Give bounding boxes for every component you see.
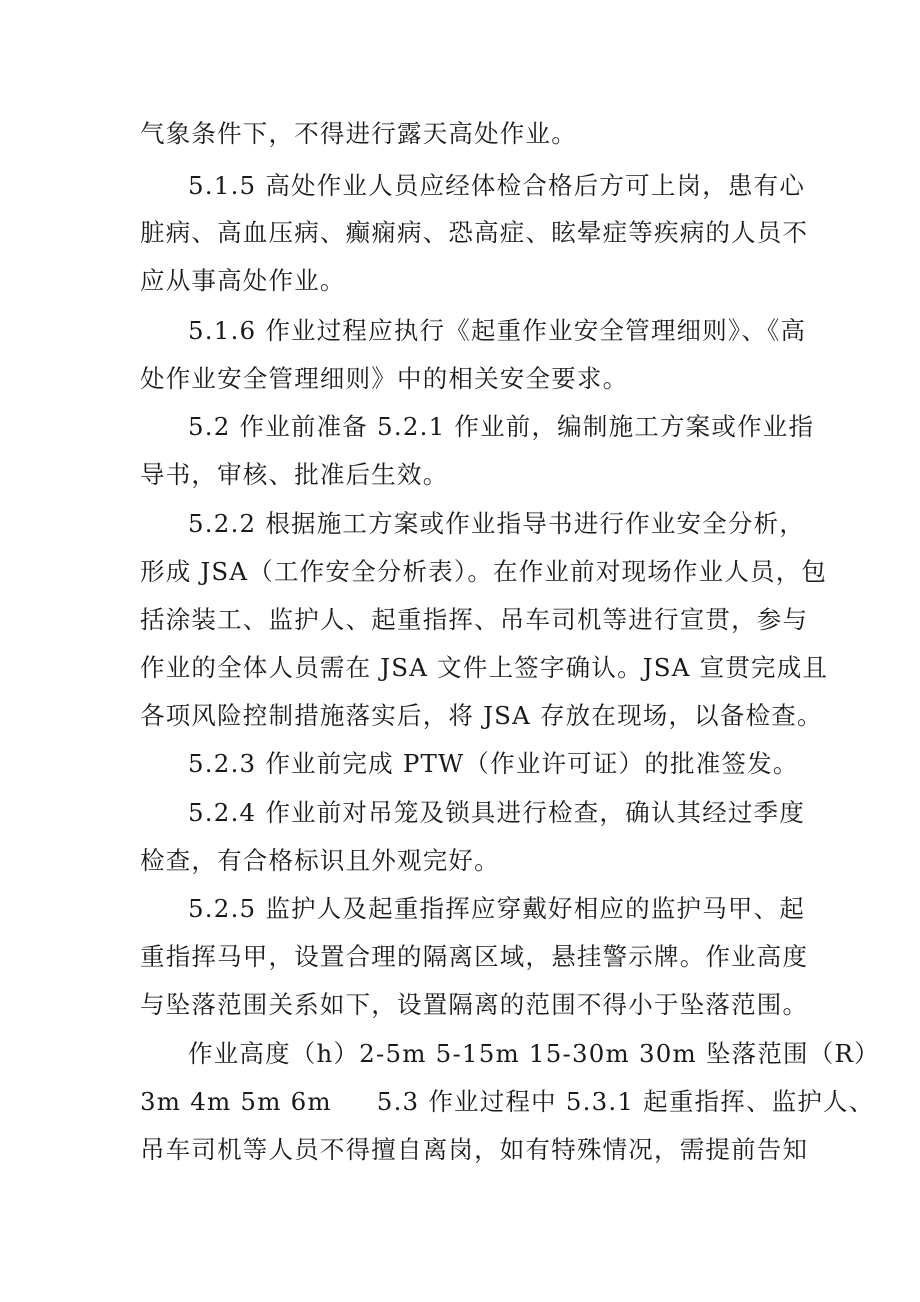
text-line: 气象条件下，不得进行露天高处作业。 <box>140 119 577 148</box>
text-line: 重指挥马甲，设置合理的隔离区域，悬挂警示牌。作业高度 <box>140 942 809 971</box>
text-line: 导书，审核、批准后生效。 <box>140 460 449 489</box>
text-line: 作业高度（h）2-5m 5-15m 15-30m 30m 坠落范围（R） <box>188 1039 880 1068</box>
text-line: 应从事高处作业。 <box>140 266 346 295</box>
text-line: 括涂装工、监护人、起重指挥、吊车司机等进行宣贯，参与 <box>140 605 809 634</box>
text-line: 检查，有合格标识且外观完好。 <box>140 846 500 875</box>
text-line: 5.1.6 作业过程应执行《起重作业安全管理细则》、《高 <box>188 316 807 345</box>
text-line: 脏病、高血压病、癫痫病、恐高症、眩晕症等疾病的人员不 <box>140 218 809 247</box>
text-line: 5.2.4 作业前对吊笼及锁具进行检查，确认其经过季度 <box>188 798 806 827</box>
text-line: 3m 4m 5m 6m 5.3 作业过程中 5.3.1 起重指挥、监护人、 <box>140 1087 875 1116</box>
text-line: 处作业安全管理细则》中的相关安全要求。 <box>140 364 629 393</box>
text-line: 5.2.2 根据施工方案或作业指导书进行作业安全分析， <box>188 509 806 538</box>
text-line: 5.2 作业前准备 5.2.1 作业前，编制施工方案或作业指 <box>188 412 815 441</box>
text-line: 作业的全体人员需在 JSA 文件上签字确认。JSA 宣贯完成且 <box>140 653 829 682</box>
text-line: 5.1.5 高处作业人员应经体检合格后方可上岗，患有心 <box>188 171 806 200</box>
text-line: 5.2.5 监护人及起重指挥应穿戴好相应的监护马甲、起 <box>188 894 806 923</box>
text-line: 形成 JSA（工作安全分析表）。在作业前对现场作业人员，包 <box>140 557 828 586</box>
text-line: 各项风险控制措施落实后，将 JSA 存放在现场，以备检查。 <box>140 701 823 730</box>
text-line: 吊车司机等人员不得擅自离岗，如有特殊情况，需提前告知 <box>140 1135 809 1164</box>
text-line: 5.2.3 作业前完成 PTW（作业许可证）的批准签发。 <box>188 749 799 778</box>
text-line: 与坠落范围关系如下，设置隔离的范围不得小于坠落范围。 <box>140 990 809 1019</box>
